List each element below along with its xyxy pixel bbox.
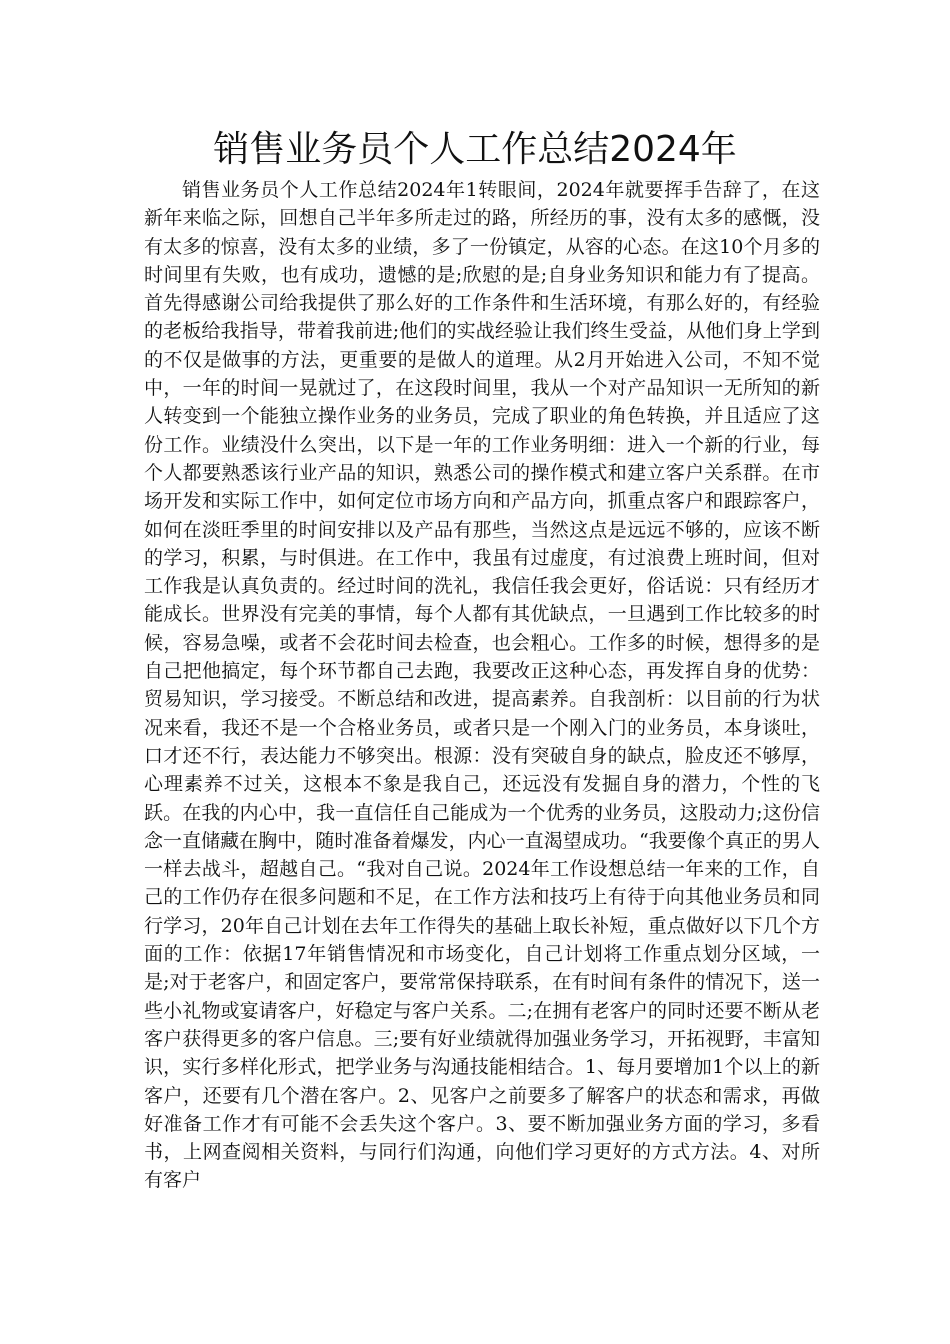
document-title: 销售业务员个人工作总结2024年 bbox=[213, 129, 737, 170]
document-body-paragraph: 销售业务员个人工作总结2024年1转眼间，2024年就要挥手告辞了，在这新年来临之际，回想自己半年多所走过的路，所经历的事，没有太多的感慨，没有太多的惊喜，没有太多的业绩，多了一份镇定，从容的心态。在这10个月多的时间里有失败，也有成功，遗憾的是;欣慰的是;自身业务知识和能力有了提高。首先得感谢公司给我提供了那么好的工作条件和生活环境，有那么好的，有经验的老板给我指导，带着我前进;他们的实战经验让我们终生受益，从他们身上学到的不仅是做事的方法，更重要的是做人的道理。从2月开始进入公司，不知不觉中，一年的时间一晃就过了，在这段时间里，我从一个对产品知识一无所知的新人转变到一个能独立操作业务的业务员，完成了职业的角色转换，并且适应了这份工作。业绩没什么突出，以下是一年的工作业务明细：进入一个新的行业，每个人都要熟悉该行业产品的知识，熟悉公司的操作模式和建立客户关系群。在市场开发和实际工作中，如何定位市场方向和产品方向，抓重点客户和跟踪客户，如何在淡旺季里的时间安排以及产品有那些，当然这点是远远不够的，应该不断的学习，积累，与时俱进。在工作中，我虽有过虚度，有过浪费上班时间，但对工作我是认真负责的。经过时间的洗礼，我信任我会更好，俗话说：只有经历才能成长。世界没有完美的事情，每个人都有其优缺点，一旦遇到工作比较多的时候，容易急噪，或者不会花时间去检查，也会粗心。工作多的时候，想得多的是自己把他搞定，每个环节都自己去跑，我要改正这种心态，再发挥自身的优势：贸易知识，学习接受。不断总结和改进，提高素养。自我剖析：以目前的行为状况来看，我还不是一个合格业务员，或者只是一个刚入门的业务员，本身谈吐，口才还不行，表达能力不够突出。根源：没有突破自身的缺点，脸皮还不够厚，心理素养不过关，这根本不象是我自己，还远没有发掘自身的潜力，个性的飞跃。在我的内心中，我一直信任自己能成为一个优秀的业务员，这股动力;这份信念一直储藏在胸中，随时准备着爆发，内心一直渴望成功。“我要像个真正的男人一样去战斗，超越自己。“我对自己说。2024年工作设想总结一年来的工作，自己的工作仍存在很多问题和不足，在工作方法和技巧上有待于向其他业务员和同行学习，20年自己计划在去年工作得失的基础上取长补短，重点做好以下几个方面的工作：依据17年销售情况和市场变化，自己计划将工作重点划分区域，一是;对于老客户，和固定客户，要常常保持联系，在有时间有条件的情况下，送一些小礼物或宴请客户，好稳定与客户关系。二;在拥有老客户的同时还要不断从老客户获得更多的客户信息。三;要有好业绩就得加强业务学习，开拓视野，丰富知识，实行多样化形式，把学业务与沟通技能相结合。1、每月要增加1个以上的新客户，还要有几个潜在客户。2、见客户之前要多了解客户的状态和需求，再做好准备工作才有可能不会丢失这个客户。3、要不断加强业务方面的学习，多看书，上网查阅相关资料，与同行们沟通，向他们学习更好的方式方法。4、对所有客户 bbox=[144, 179, 820, 1192]
